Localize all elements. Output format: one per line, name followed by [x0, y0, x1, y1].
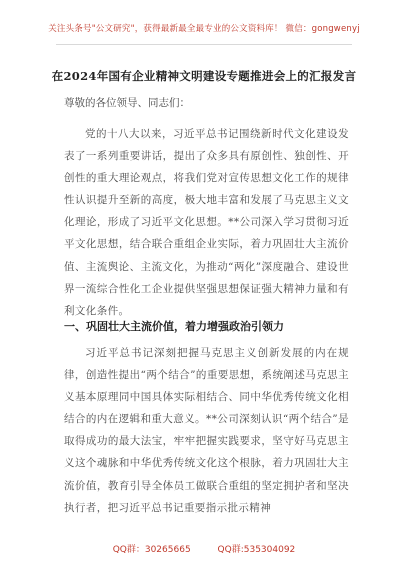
body-paragraph-2: 习近平总书记深刻把握马克思主义创新发展的内在规律，创造性提出“两个结合”的重要思想，系统阐述马克思主义基本原理同中国具体实际相结合、同中华优秀传统文化相结合的内在逻辑和重大意义。**公司深刻认识“两个结合”是取得成功的最大法宝，牢牢把握实践要求，坚守好马克思主义这个魂脉和中华优秀传统文化这个根脉，着力巩固壮大主流价值，教育引导全体员工做联合重组的坚定拥护者和坚决执行者，把习近平总书记重要指示批示精神 — [64, 347, 349, 514]
section-heading-1: 一、巩固壮大主流价值，着力增强政治引领力 — [64, 320, 284, 333]
footer-qq-group-1: QQ群：30265665 — [112, 545, 191, 555]
document-title: 在2024年国有企业精神文明建设专题推进会上的汇报发言 — [51, 69, 357, 83]
header-divider — [56, 44, 352, 45]
footer-contact — [0, 542, 408, 555]
header-promo-note: 关注头条号"公文研究"，获得最新最全最专业的公文资料库！ 微信：gongwenyj — [48, 24, 360, 34]
footer-qq-group-2: QQ群:535304092 — [217, 545, 296, 555]
salutation: 尊敬的各位领导、同志们： — [64, 97, 190, 109]
body-paragraph-1: 党的十八大以来，习近平总书记围绕新时代文化建设发表了一系列重要讲话，提出了众多具有原创性、独创性、开创性的重大理论观点，将我们党对宣传思想文化工作的规律性认识提升至新的高度，极大地丰富和发展了马克思主义文化理论，形成了习近平文化思想。**公司深入学习贯彻习近平文化思想，结合联合重组企业实际，着力巩固壮大主流价值、主流舆论、主流文化，为推动“两化”深度融合、建设世界一流综合性化工企业提供坚强思想保证强大精神力量和有利文化条件。 — [64, 128, 349, 317]
